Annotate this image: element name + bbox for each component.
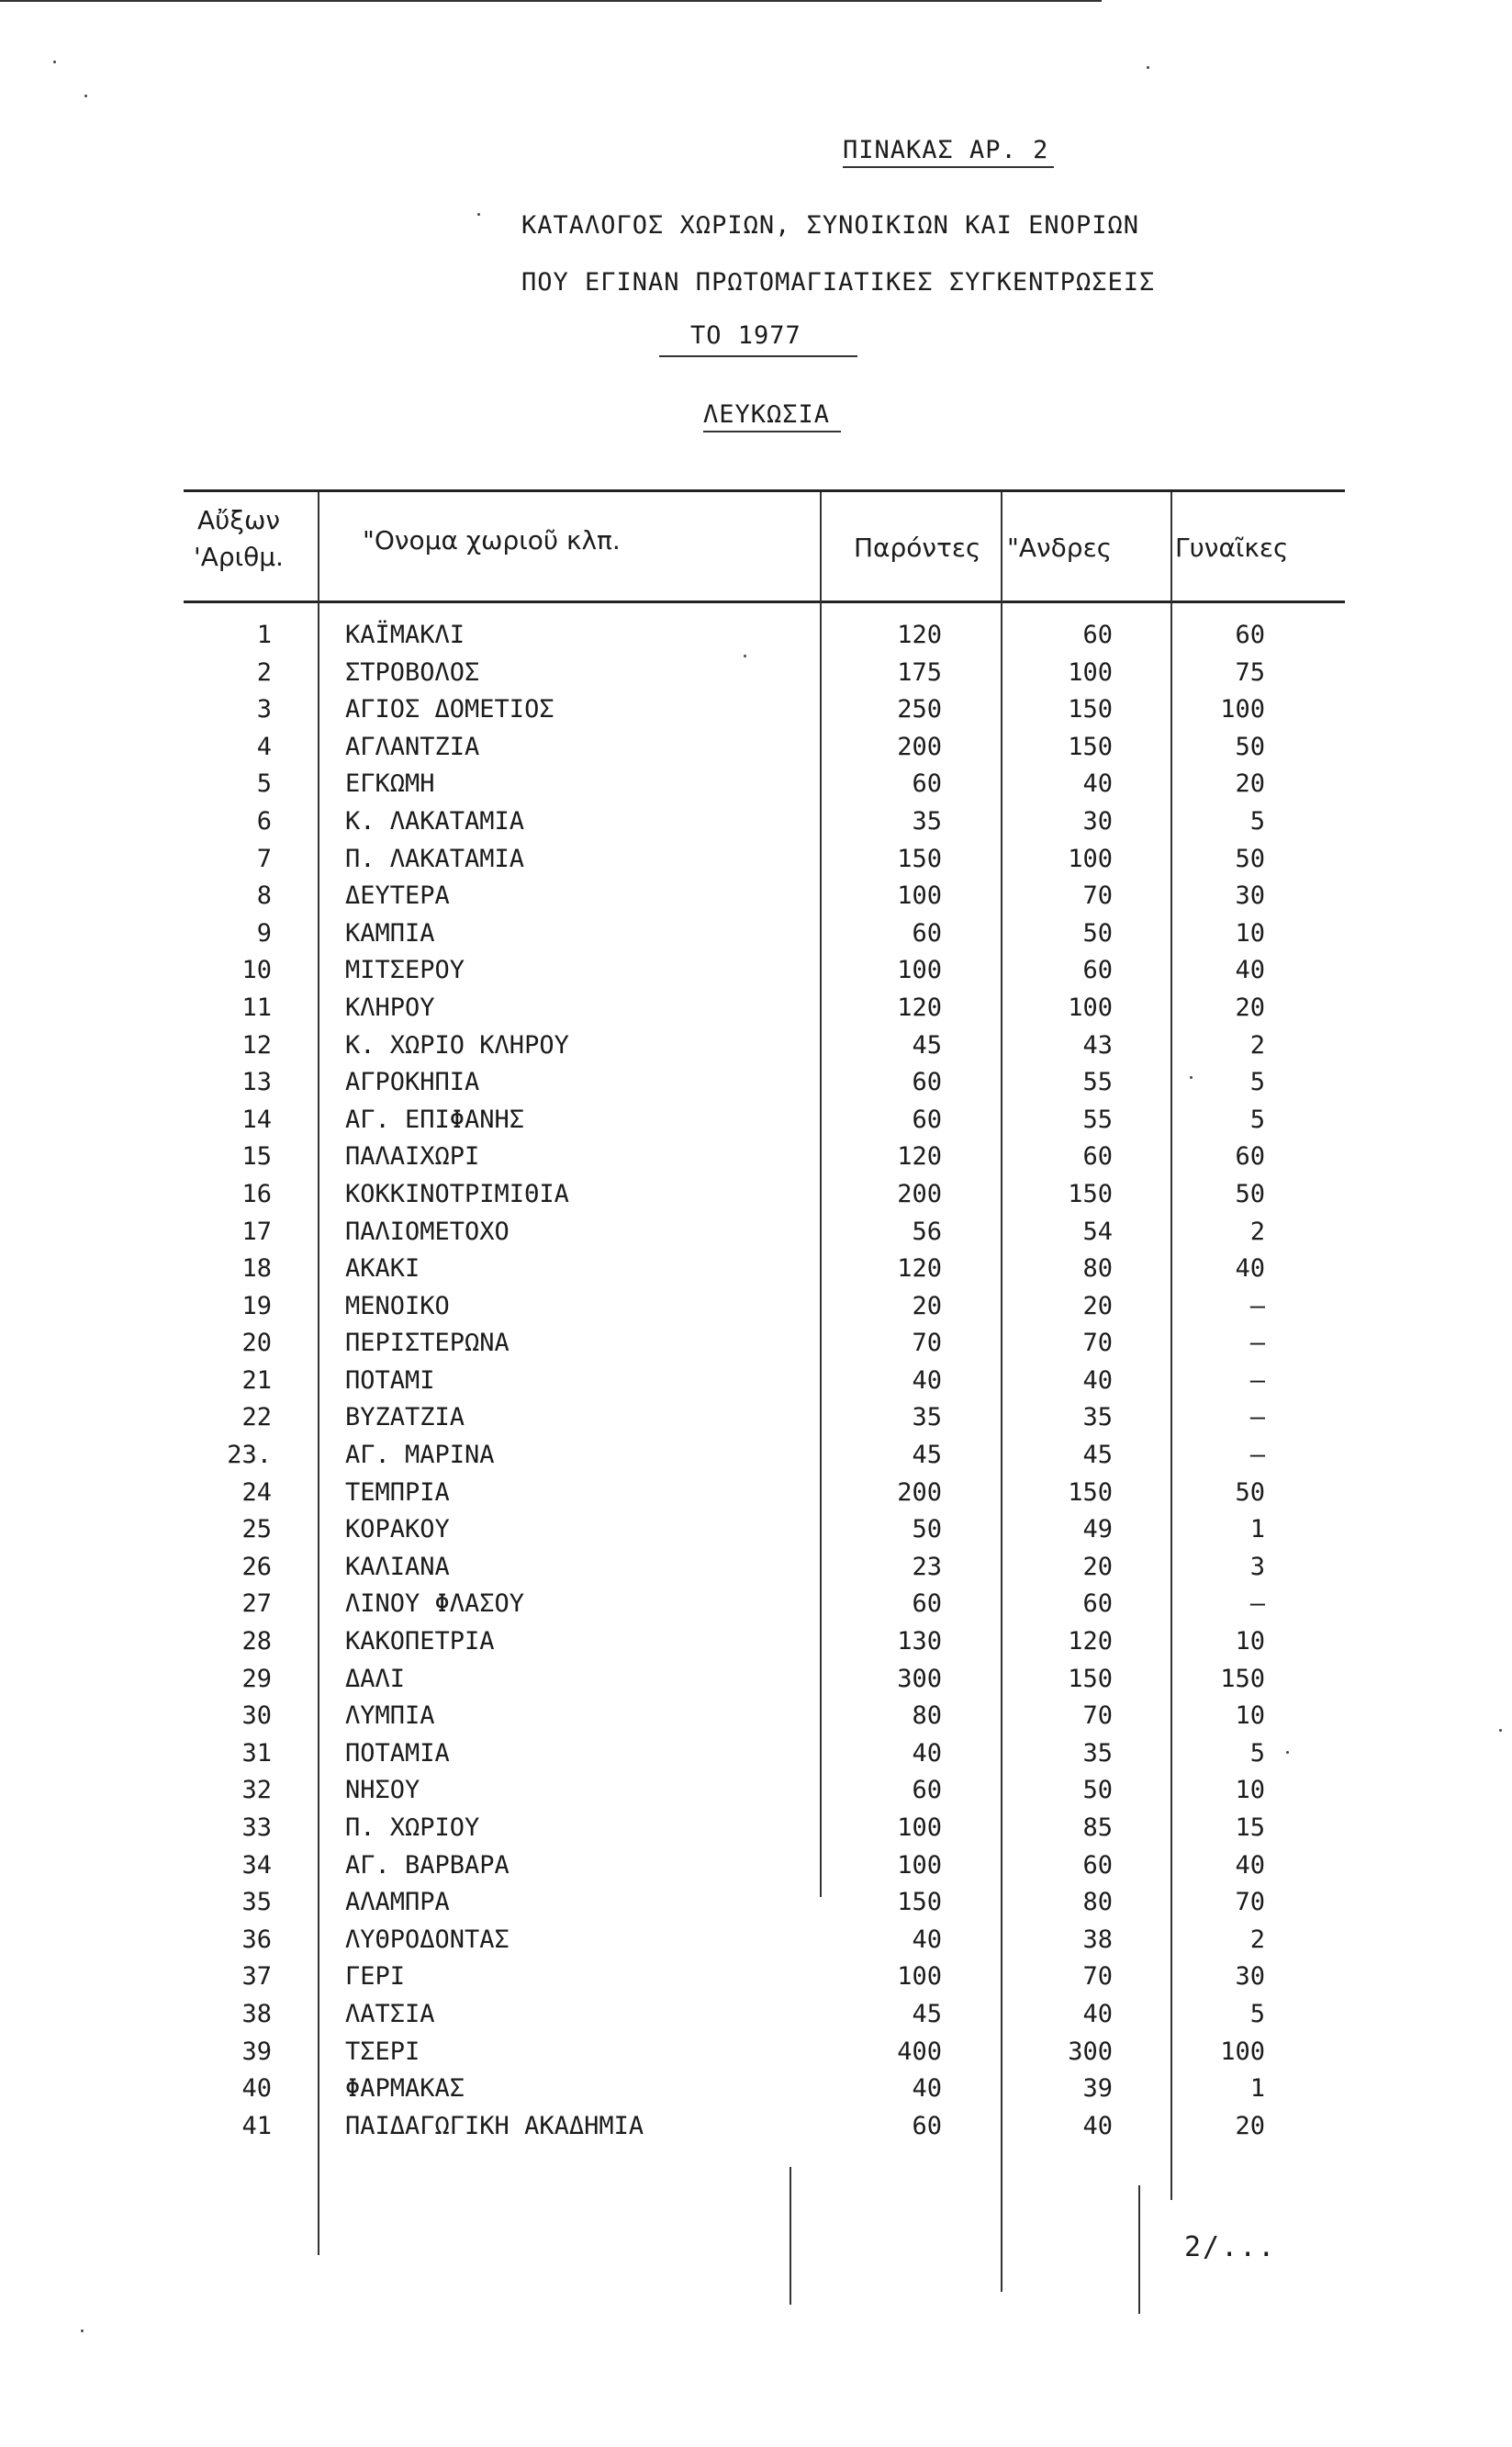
- row-present: 40: [912, 1925, 942, 1954]
- row-present: 70: [912, 1329, 942, 1358]
- table-label: ΠΙΝΑΚΑΣ ΑΡ. 2: [843, 136, 1049, 164]
- row-women: 50: [1235, 844, 1265, 873]
- row-present: 40: [912, 1365, 942, 1395]
- row-men: 60: [1082, 956, 1113, 985]
- row-name: ΛΙΝΟΥ ΦΛΑΣΟΥ: [345, 1589, 525, 1619]
- row-number: 23.: [227, 1441, 272, 1470]
- page-top-edge: [0, 0, 1102, 2]
- row-number: 18: [241, 1254, 272, 1284]
- row-women: 10: [1235, 1701, 1265, 1731]
- row-present: 20: [912, 1291, 942, 1320]
- row-name: ΠΟΤΑΜΙΑ: [345, 1738, 450, 1768]
- row-present: 300: [897, 1664, 942, 1693]
- row-name: ΤΣΕΡΙ: [345, 2037, 420, 2066]
- table-row: [0, 2108, 1512, 2146]
- row-men: 40: [1082, 1365, 1113, 1395]
- row-name: Π. ΛΑΚΑΤΑΜΙΑ: [345, 844, 525, 873]
- scan-speck: [1190, 1076, 1193, 1079]
- row-women: 70: [1235, 1888, 1265, 1917]
- row-number: 19: [241, 1291, 272, 1320]
- row-women: 100: [1220, 2037, 1265, 2066]
- table-row: [0, 1176, 1512, 1214]
- table-row: [0, 1325, 1512, 1363]
- row-women: 10: [1235, 1627, 1265, 1656]
- row-women: 1: [1249, 1515, 1265, 1544]
- row-men: 70: [1082, 1701, 1113, 1731]
- table-row: [0, 1288, 1512, 1326]
- row-men: 35: [1082, 1403, 1113, 1432]
- column-divider: [790, 2167, 791, 2305]
- table-row: [0, 729, 1512, 767]
- row-men: 60: [1082, 1589, 1113, 1619]
- row-men: 43: [1082, 1030, 1113, 1060]
- row-women: 50: [1235, 1477, 1265, 1507]
- row-number: 27: [241, 1589, 272, 1619]
- row-women: –: [1249, 1441, 1265, 1470]
- row-women: 15: [1235, 1813, 1265, 1842]
- row-present: 35: [912, 1403, 942, 1432]
- table-row: [0, 691, 1512, 729]
- row-present: 45: [912, 1441, 942, 1470]
- row-name: ΑΓ. ΒΑΡΒΑΡΑ: [345, 1850, 510, 1880]
- row-present: 400: [897, 2037, 942, 2066]
- row-present: 120: [897, 621, 942, 649]
- row-men: 39: [1082, 2074, 1113, 2104]
- row-present: 100: [897, 1850, 942, 1880]
- row-name: ΑΚΑΚΙ: [345, 1254, 420, 1284]
- row-women: 30: [1235, 1962, 1265, 1992]
- row-men: 40: [1082, 769, 1113, 799]
- table-row: [0, 1661, 1512, 1699]
- scan-speck: [477, 213, 480, 216]
- row-present: 45: [912, 1999, 942, 2028]
- row-number: 26: [241, 1552, 272, 1581]
- row-number: 24: [241, 1477, 272, 1507]
- header-number: Αὔξων 'Αριθμ.: [194, 505, 284, 572]
- row-women: 2: [1249, 1925, 1265, 1954]
- table-row: [0, 1922, 1512, 1959]
- city-heading: ΛΕΥΚΩΣΙΑ: [703, 400, 831, 429]
- row-present: 60: [912, 1776, 942, 1805]
- table-row: [0, 1399, 1512, 1437]
- row-men: 60: [1082, 1850, 1113, 1880]
- row-number: 28: [241, 1627, 272, 1656]
- table-row: [0, 1996, 1512, 2034]
- scan-speck: [1286, 1751, 1289, 1754]
- table-row: [0, 1549, 1512, 1587]
- row-name: ΠΟΤΑΜΙ: [345, 1365, 435, 1395]
- row-number: 29: [241, 1664, 272, 1693]
- row-name: ΕΓΚΩΜΗ: [345, 769, 435, 799]
- row-women: 5: [1249, 1738, 1265, 1768]
- row-men: 70: [1082, 1962, 1113, 1992]
- row-women: –: [1249, 1403, 1265, 1432]
- row-name: ΝΗΣΟΥ: [345, 1776, 420, 1805]
- row-women: 30: [1235, 881, 1265, 911]
- row-name: ΚΑΛΙΑΝΑ: [345, 1552, 450, 1581]
- row-present: 60: [912, 1105, 942, 1134]
- row-men: 150: [1068, 1179, 1113, 1208]
- row-name: ΔΑΛΙ: [345, 1664, 406, 1693]
- row-men: 150: [1068, 695, 1113, 724]
- row-number: 20: [241, 1329, 272, 1358]
- row-number: 34: [241, 1850, 272, 1880]
- row-women: 60: [1235, 1142, 1265, 1172]
- row-present: 45: [912, 1030, 942, 1060]
- table-row: [0, 1586, 1512, 1623]
- row-name: ΒΥΖΑΤΖΙΑ: [345, 1403, 465, 1432]
- row-number: 17: [241, 1217, 272, 1246]
- row-women: –: [1249, 1365, 1265, 1395]
- row-name: Κ. ΛΑΚΑΤΑΜΙΑ: [345, 806, 525, 836]
- row-present: 40: [912, 2074, 942, 2104]
- row-number: 3: [256, 695, 272, 724]
- row-name: ΤΕΜΠΡΙΑ: [345, 1477, 450, 1507]
- table-row: [0, 1064, 1512, 1102]
- row-number: 5: [256, 769, 272, 799]
- table-row: [0, 1959, 1512, 1996]
- title-line-2: ΠΟΥ ΕΓΙΝΑΝ ΠΡΩΤΟΜΑΓΙΑΤΙΚΕΣ ΣΥΓΚΕΝΤΡΩΣΕΙΣ: [521, 268, 1156, 297]
- row-men: 49: [1082, 1515, 1113, 1544]
- table-row: [0, 1810, 1512, 1847]
- row-name: ΚΑΚΟΠΕΤΡΙΑ: [345, 1627, 495, 1656]
- row-name: ΛΥΘΡΟΔΟΝΤΑΣ: [345, 1925, 510, 1954]
- row-number: 38: [241, 1999, 272, 2028]
- row-women: 10: [1235, 918, 1265, 948]
- row-present: 150: [897, 1888, 942, 1917]
- row-men: 38: [1082, 1925, 1113, 1954]
- row-women: 50: [1235, 1179, 1265, 1208]
- table-row: [0, 1437, 1512, 1475]
- row-present: 40: [912, 1738, 942, 1768]
- table-body: [0, 617, 1512, 2145]
- row-women: 2: [1249, 1030, 1265, 1060]
- row-women: 5: [1249, 1068, 1265, 1097]
- row-present: 100: [897, 956, 942, 985]
- row-men: 40: [1082, 2111, 1113, 2140]
- header-present: Παρόντες: [854, 533, 981, 563]
- row-name: ΔΕΥΤΕΡΑ: [345, 881, 450, 911]
- row-number: 9: [256, 918, 272, 948]
- row-women: 5: [1249, 1105, 1265, 1134]
- row-present: 60: [912, 1068, 942, 1097]
- row-women: –: [1249, 1589, 1265, 1619]
- table-row: [0, 1623, 1512, 1661]
- table-row: [0, 1102, 1512, 1139]
- row-women: 1: [1249, 2074, 1265, 2104]
- table-row: [0, 655, 1512, 692]
- row-name: ΚΑΪΜΑΚΛΙ: [345, 621, 465, 649]
- row-present: 250: [897, 695, 942, 724]
- row-women: 40: [1235, 1850, 1265, 1880]
- row-women: 75: [1235, 657, 1265, 687]
- row-name: ΚΟΚΚΙΝΟΤΡΙΜΙΘΙΑ: [345, 1179, 569, 1208]
- row-men: 120: [1068, 1627, 1113, 1656]
- row-men: 60: [1082, 621, 1113, 649]
- row-men: 55: [1082, 1105, 1113, 1134]
- table-row: [0, 1511, 1512, 1549]
- row-present: 80: [912, 1701, 942, 1731]
- row-women: 10: [1235, 1776, 1265, 1805]
- row-men: 45: [1082, 1441, 1113, 1470]
- row-number: 15: [241, 1142, 272, 1172]
- row-present: 60: [912, 2111, 942, 2140]
- row-women: 3: [1249, 1552, 1265, 1581]
- row-present: 150: [897, 844, 942, 873]
- row-men: 30: [1082, 806, 1113, 836]
- column-divider: [1138, 2185, 1140, 2314]
- table-row: [0, 766, 1512, 803]
- row-name: ΓΕΡΙ: [345, 1962, 406, 1992]
- row-number: 7: [256, 844, 272, 873]
- row-women: 5: [1249, 806, 1265, 836]
- row-women: 40: [1235, 956, 1265, 985]
- scan-speck: [744, 655, 746, 657]
- scan-speck: [81, 2329, 84, 2332]
- scan-speck: [1147, 66, 1149, 69]
- row-number: 37: [241, 1962, 272, 1992]
- row-present: 50: [912, 1515, 942, 1544]
- row-present: 35: [912, 806, 942, 836]
- row-number: 1: [256, 621, 272, 649]
- table-row: [0, 803, 1512, 841]
- row-number: 13: [241, 1068, 272, 1097]
- row-men: 20: [1082, 1552, 1113, 1581]
- row-men: 50: [1082, 1776, 1113, 1805]
- row-men: 85: [1082, 1813, 1113, 1842]
- row-women: 2: [1249, 1217, 1265, 1246]
- row-men: 40: [1082, 1999, 1113, 2028]
- row-women: –: [1249, 1291, 1265, 1320]
- row-number: 2: [256, 657, 272, 687]
- row-men: 20: [1082, 1291, 1113, 1320]
- row-name: ΑΓΛΑΝΤΖΙΑ: [345, 732, 480, 761]
- row-present: 120: [897, 1254, 942, 1284]
- row-men: 70: [1082, 881, 1113, 911]
- table-label-underline: [843, 166, 1054, 168]
- row-present: 100: [897, 1813, 942, 1842]
- row-number: 40: [241, 2074, 272, 2104]
- row-present: 60: [912, 769, 942, 799]
- row-men: 150: [1068, 1664, 1113, 1693]
- row-number: 16: [241, 1179, 272, 1208]
- row-women: 60: [1235, 621, 1265, 649]
- row-number: 11: [241, 993, 272, 1022]
- row-men: 55: [1082, 1068, 1113, 1097]
- row-name: ΜΙΤΣΕΡΟΥ: [345, 956, 465, 985]
- table-row: [0, 1735, 1512, 1773]
- row-women: 100: [1220, 695, 1265, 724]
- row-name: Κ. ΧΩΡΙΟ ΚΛΗΡΟΥ: [345, 1030, 569, 1060]
- row-women: 150: [1220, 1664, 1265, 1693]
- table-row: [0, 1251, 1512, 1288]
- row-men: 150: [1068, 732, 1113, 761]
- row-number: 41: [241, 2111, 272, 2140]
- row-women: 5: [1249, 1999, 1265, 2028]
- row-present: 120: [897, 1142, 942, 1172]
- row-number: 35: [241, 1888, 272, 1917]
- table-row: [0, 841, 1512, 879]
- row-women: 20: [1235, 2111, 1265, 2140]
- row-men: 35: [1082, 1738, 1113, 1768]
- title-year: ΤΟ 1977: [690, 321, 801, 350]
- row-number: 33: [241, 1813, 272, 1842]
- city-underline: [703, 431, 841, 432]
- table-row: [0, 990, 1512, 1027]
- row-men: 80: [1082, 1254, 1113, 1284]
- row-name: ΑΓΙΟΣ ΔΟΜΕΤΙΟΣ: [345, 695, 554, 724]
- row-name: ΑΓ. ΕΠΙΦΑΝΗΣ: [345, 1105, 525, 1134]
- row-number: 21: [241, 1365, 272, 1395]
- row-number: 32: [241, 1776, 272, 1805]
- row-name: ΠΕΡΙΣΤΕΡΩΝΑ: [345, 1329, 510, 1358]
- row-number: 4: [256, 732, 272, 761]
- continuation-marker: 2/...: [1184, 2231, 1277, 2263]
- row-present: 130: [897, 1627, 942, 1656]
- row-name: ΣΤΡΟΒΟΛΟΣ: [345, 657, 480, 687]
- row-men: 54: [1082, 1217, 1113, 1246]
- row-men: 80: [1082, 1888, 1113, 1917]
- table-row: [0, 1772, 1512, 1810]
- row-name: ΑΓΡΟΚΗΠΙΑ: [345, 1068, 480, 1097]
- row-number: 30: [241, 1701, 272, 1731]
- header-women: Γυναῖκες: [1175, 533, 1289, 563]
- row-present: 200: [897, 1477, 942, 1507]
- row-men: 100: [1068, 844, 1113, 873]
- row-men: 100: [1068, 657, 1113, 687]
- scan-speck: [84, 95, 87, 97]
- row-name: ΠΑΛΙΟΜΕΤΟΧΟ: [345, 1217, 510, 1246]
- row-women: 50: [1235, 732, 1265, 761]
- table-row: [0, 1027, 1512, 1065]
- row-number: 31: [241, 1738, 272, 1768]
- table-row: [0, 1139, 1512, 1176]
- row-number: 25: [241, 1515, 272, 1544]
- row-women: 20: [1235, 993, 1265, 1022]
- table-row: [0, 1214, 1512, 1252]
- row-number: 10: [241, 956, 272, 985]
- row-name: ΚΟΡΑΚΟΥ: [345, 1515, 450, 1544]
- row-present: 175: [897, 657, 942, 687]
- table-row: [0, 1884, 1512, 1922]
- row-name: ΑΛΑΜΠΡΑ: [345, 1888, 450, 1917]
- row-men: 60: [1082, 1142, 1113, 1172]
- row-name: ΛΑΤΣΙΑ: [345, 1999, 435, 2028]
- row-number: 14: [241, 1105, 272, 1134]
- table-row: [0, 2071, 1512, 2108]
- row-women: 20: [1235, 769, 1265, 799]
- row-name: ΑΓ. ΜΑΡΙΝΑ: [345, 1441, 495, 1470]
- row-men: 50: [1082, 918, 1113, 948]
- row-present: 100: [897, 881, 942, 911]
- row-present: 200: [897, 732, 942, 761]
- row-number: 8: [256, 881, 272, 911]
- row-name: ΠΑΛΑΙΧΩΡΙ: [345, 1142, 480, 1172]
- table-row: [0, 878, 1512, 915]
- row-number: 12: [241, 1030, 272, 1060]
- table-row: [0, 2034, 1512, 2071]
- row-present: 120: [897, 993, 942, 1022]
- row-name: ΠΑΙΔΑΓΩΓΙΚΗ ΑΚΑΔΗΜΙΑ: [345, 2111, 644, 2140]
- row-present: 100: [897, 1962, 942, 1992]
- row-present: 23: [912, 1552, 942, 1581]
- table-row: [0, 617, 1512, 655]
- row-name: ΚΛΗΡΟΥ: [345, 993, 435, 1022]
- title-line-1: ΚΑΤΑΛΟΓΟΣ ΧΩΡΙΩΝ, ΣΥΝΟΙΚΙΩΝ ΚΑΙ ΕΝΟΡΙΩΝ: [521, 211, 1139, 240]
- row-number: 36: [241, 1925, 272, 1954]
- row-number: 22: [241, 1403, 272, 1432]
- table-row: [0, 1698, 1512, 1735]
- row-name: ΦΑΡΜΑΚΑΣ: [345, 2074, 465, 2104]
- row-women: –: [1249, 1329, 1265, 1358]
- row-number: 6: [256, 806, 272, 836]
- table-row: [0, 1475, 1512, 1512]
- row-present: 200: [897, 1179, 942, 1208]
- row-name: ΜΕΝΟΙΚΟ: [345, 1291, 450, 1320]
- title-year-underline: [659, 355, 857, 357]
- scan-speck: [53, 61, 56, 63]
- row-name: ΚΑΜΠΙΑ: [345, 918, 435, 948]
- row-present: 56: [912, 1217, 942, 1246]
- table-row: [0, 1847, 1512, 1885]
- row-men: 100: [1068, 993, 1113, 1022]
- row-name: Π. ΧΩΡΙΟΥ: [345, 1813, 480, 1842]
- scan-speck: [1499, 1729, 1502, 1732]
- table-row: [0, 952, 1512, 990]
- row-present: 60: [912, 1589, 942, 1619]
- row-women: 40: [1235, 1254, 1265, 1284]
- row-number: 39: [241, 2037, 272, 2066]
- header-name: "Ονομα χωριοῦ κλπ.: [363, 525, 621, 556]
- table-row: [0, 915, 1512, 953]
- row-men: 70: [1082, 1329, 1113, 1358]
- row-men: 300: [1068, 2037, 1113, 2066]
- row-name: ΛΥΜΠΙΑ: [345, 1701, 435, 1731]
- table-row: [0, 1363, 1512, 1400]
- row-men: 150: [1068, 1477, 1113, 1507]
- header-men: "Ανδρες: [1007, 533, 1113, 563]
- row-present: 60: [912, 918, 942, 948]
